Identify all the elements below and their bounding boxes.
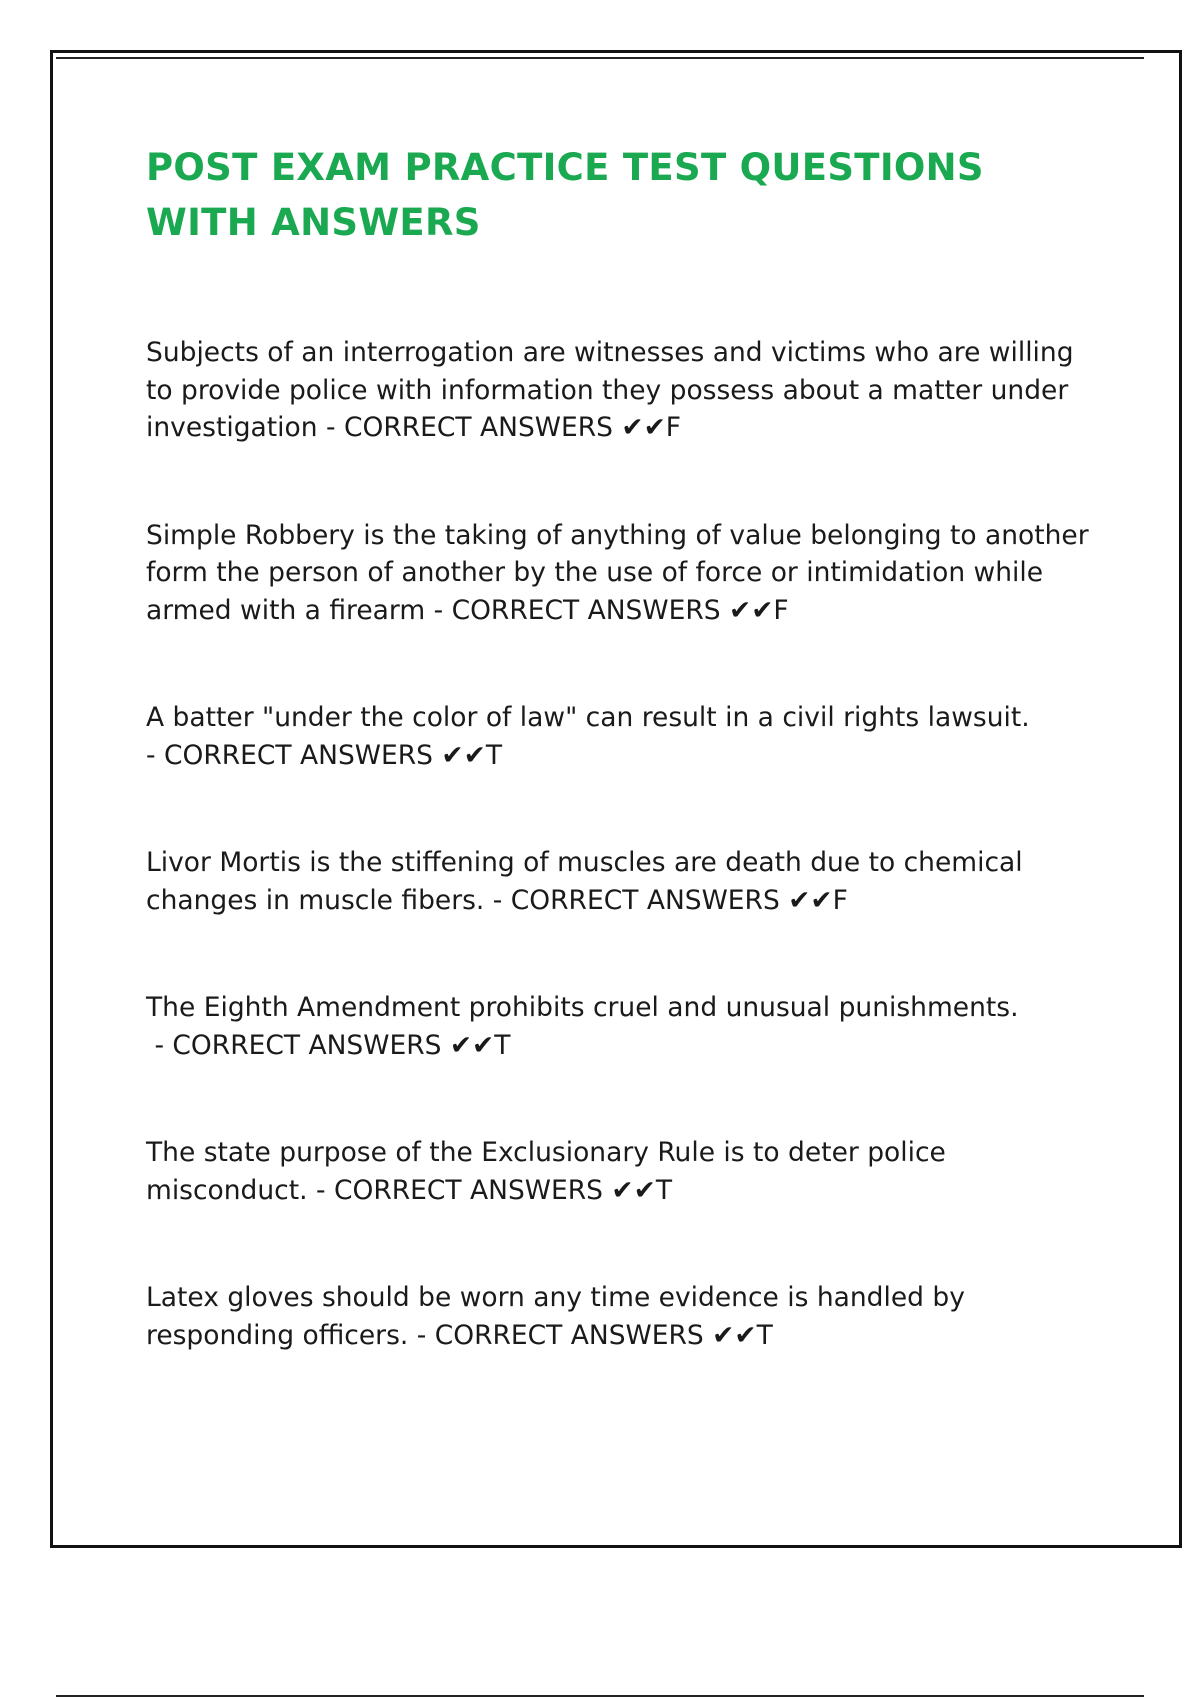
question-text: Livor Mortis is the stiffening of muscles are death due to chemical changes in muscle fibers. — [146, 847, 1032, 916]
answer-value: F — [832, 884, 848, 916]
answer-prefix: - CORRECT ANSWERS ✔✔ — [433, 594, 774, 626]
question-text: A batter "under the color of law" can result in a civil rights lawsuit. — [146, 702, 1030, 733]
answer-value: F — [665, 412, 682, 443]
answer-value: T — [485, 739, 503, 771]
question-item — [146, 334, 1106, 447]
answer-prefix: - CORRECT ANSWERS ✔✔ — [154, 1029, 495, 1061]
answer-prefix: - CORRECT ANSWERS ✔✔ — [416, 1319, 757, 1351]
question-text: The state purpose of the Exclusionary Rule is to deter police misconduct. — [146, 1137, 955, 1206]
answer-prefix: - CORRECT ANSWERS ✔✔ — [325, 412, 666, 443]
answer-value: T — [655, 1174, 673, 1206]
question-item — [146, 989, 1106, 1064]
question-item — [146, 1134, 1106, 1209]
question-text: Subjects of an interrogation are witnesses and victims who are willing to provide police with information they possess about a matter under investigation — [146, 337, 1082, 443]
question-item — [146, 844, 1106, 919]
question-list — [146, 334, 1106, 1354]
document-body — [146, 140, 1106, 1424]
bottom-divider — [56, 1695, 1144, 1697]
question-text: Latex gloves should be worn any time evidence is handled by responding officers. — [146, 1282, 974, 1351]
question-item — [146, 1279, 1106, 1354]
answer-value: T — [494, 1029, 511, 1061]
answer-prefix: - CORRECT ANSWERS ✔✔ — [146, 739, 486, 771]
question-text: Simple Robbery is the taking of anything of value belonging to another form the person of another by the use of force or intimidation while armed with a firearm — [146, 519, 1098, 626]
answer-value: T — [756, 1319, 773, 1351]
answer-prefix: - CORRECT ANSWERS ✔✔ — [316, 1174, 656, 1206]
document-title: POST EXAM PRACTICE TEST QUESTIONS WITH ANSWERS — [146, 146, 984, 244]
question-item — [146, 517, 1106, 630]
answer-value: F — [773, 594, 789, 626]
question-item — [146, 699, 1106, 774]
answer-prefix: - CORRECT ANSWERS ✔✔ — [492, 884, 833, 916]
question-text: The Eighth Amendment prohibits cruel and unusual punishments. — [146, 992, 1019, 1023]
